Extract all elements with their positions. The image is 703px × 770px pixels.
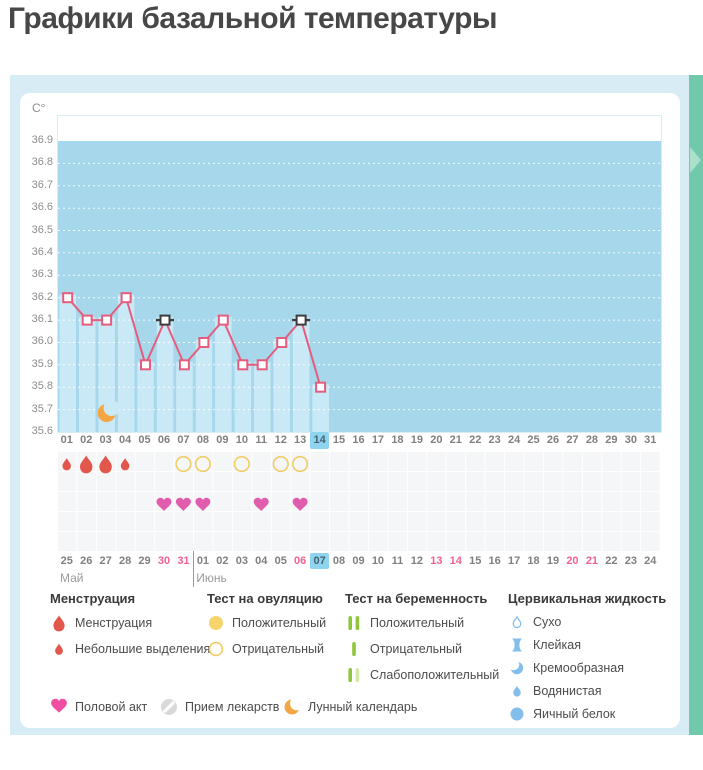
ovulation-negative-icon — [176, 457, 191, 472]
y-axis-tick: 36.3 — [31, 268, 53, 281]
legend-item — [283, 697, 417, 717]
menstruation-heavy-icon — [99, 456, 111, 474]
calendar-date[interactable]: 25 — [60, 555, 73, 567]
sticky-icon — [508, 636, 526, 654]
calendar-date[interactable]: 03 — [235, 555, 248, 567]
cycle-day-label[interactable]: 12 — [274, 434, 287, 446]
legend-header: Цервикальная жидкость — [508, 591, 667, 606]
drop-small-icon — [50, 640, 68, 658]
y-axis-tick: 36.8 — [31, 156, 53, 169]
legend-item — [345, 662, 499, 688]
cycle-day-label[interactable]: 16 — [352, 434, 365, 446]
calendar-date[interactable]: 05 — [274, 555, 287, 567]
legend-item-label: Половой акт — [75, 700, 148, 714]
calendar-date[interactable]: 30 — [157, 555, 171, 567]
intercourse-heart-icon — [293, 498, 308, 511]
cycle-day-label[interactable]: 10 — [235, 434, 248, 446]
calendar-date[interactable]: 08 — [332, 555, 346, 567]
cycle-day-label[interactable]: 20 — [430, 434, 443, 446]
legend-header: Тест на овуляцию — [207, 591, 323, 606]
legend-item-label: Кремообразная — [533, 660, 624, 675]
cycle-day-label[interactable]: 07 — [177, 434, 190, 446]
cycle-day-label[interactable]: 15 — [332, 434, 346, 446]
legend-item — [50, 697, 147, 717]
temp-marker[interactable] — [161, 316, 170, 325]
legend-header: Тест на беременность — [345, 591, 488, 606]
calendar-date[interactable]: 11 — [391, 555, 404, 567]
month-label: Май — [60, 571, 84, 585]
calendar-date[interactable]: 14 — [449, 555, 462, 567]
legend-item-label: Положительный — [370, 616, 465, 630]
ovulation-negative-icon — [273, 457, 288, 472]
calendar-date[interactable]: 07 — [310, 553, 330, 569]
symptom-icons — [57, 451, 660, 551]
calendar-date[interactable]: 24 — [644, 555, 657, 567]
cycle-day-label[interactable]: 22 — [469, 434, 482, 446]
legend-item-label: Клейкая — [533, 637, 581, 652]
cycle-day-label[interactable]: 18 — [391, 434, 404, 446]
cycle-day-label[interactable]: 28 — [585, 434, 599, 446]
cycle-day-label[interactable]: 27 — [566, 434, 579, 446]
cycle-day-label[interactable]: 04 — [119, 434, 132, 446]
calendar-date[interactable]: 29 — [138, 555, 151, 567]
temp-marker[interactable] — [199, 338, 208, 347]
page-title: Графики базальной температуры — [8, 2, 498, 35]
legend-item — [207, 636, 326, 662]
cycle-day-label[interactable]: 29 — [605, 434, 618, 446]
temp-marker[interactable] — [141, 360, 150, 369]
calendar-date[interactable]: 31 — [177, 555, 190, 567]
cycle-day-label[interactable]: 09 — [216, 434, 229, 446]
calendar-date[interactable]: 19 — [546, 555, 560, 567]
temp-marker[interactable] — [102, 316, 111, 325]
temp-marker[interactable] — [277, 338, 286, 347]
intercourse-heart-icon — [195, 498, 210, 511]
circle-filled-icon — [207, 614, 225, 632]
legend-item-label: Сухо — [533, 614, 562, 629]
calendar-date[interactable]: 20 — [566, 555, 579, 567]
cycle-day-label[interactable]: 11 — [255, 434, 268, 446]
cycle-day-label[interactable]: 31 — [644, 434, 657, 446]
y-axis-tick: 36.7 — [31, 178, 53, 191]
legend-item — [508, 610, 666, 633]
legend-item — [50, 610, 210, 636]
cycle-day-label[interactable]: 25 — [527, 434, 540, 446]
symptom-grid[interactable] — [57, 451, 660, 551]
cycle-day-label[interactable]: 23 — [488, 434, 501, 446]
drop-large-icon — [50, 614, 68, 632]
cycle-day-label[interactable]: 26 — [546, 434, 560, 446]
y-axis-tick: 36.9 — [31, 134, 53, 146]
intercourse-heart-icon — [157, 498, 172, 511]
legend-item — [345, 610, 499, 636]
y-axis-tick: 36.4 — [31, 245, 53, 258]
y-axis-tick: 35.6 — [31, 425, 53, 437]
calendar-date[interactable]: 18 — [527, 555, 540, 567]
month-label: Июнь — [196, 571, 227, 585]
bars-weak-icon — [345, 666, 363, 684]
y-axis-tick: 36.6 — [31, 201, 53, 214]
chevron-right-icon — [690, 147, 701, 173]
calendar-date[interactable]: 22 — [605, 555, 618, 567]
calendar-date[interactable]: 27 — [99, 555, 112, 567]
cycle-day-label[interactable]: 30 — [624, 434, 637, 446]
panel-next-strip[interactable] — [689, 75, 703, 735]
cycle-day-label[interactable]: 01 — [60, 434, 73, 446]
temp-marker[interactable] — [219, 316, 228, 325]
calendar-date[interactable]: 16 — [488, 555, 501, 567]
calendar-date[interactable]: 06 — [294, 555, 307, 567]
calendar-date-row — [57, 553, 660, 587]
temp-marker[interactable] — [258, 360, 267, 369]
temperature-plot[interactable] — [57, 115, 662, 433]
cycle-day-label[interactable]: 19 — [410, 434, 423, 446]
legend-item-label: Отрицательный — [232, 642, 325, 656]
legend-item — [508, 633, 666, 656]
intercourse-heart-icon — [254, 498, 269, 511]
calendar-date[interactable]: 01 — [196, 555, 210, 567]
cycle-day-label[interactable]: 03 — [99, 434, 112, 446]
cycle-day-label[interactable]: 02 — [80, 434, 93, 446]
legend-column — [345, 590, 499, 688]
calendar-date[interactable]: 10 — [371, 555, 385, 567]
menstruation-heavy-icon — [80, 456, 92, 474]
legend-item — [508, 656, 666, 679]
legend-item-label: Менструация — [75, 616, 153, 630]
cycle-day-label[interactable]: 13 — [294, 434, 307, 446]
unit-label: C° — [32, 101, 46, 115]
calendar-date[interactable]: 21 — [585, 555, 599, 567]
legend-column — [207, 590, 326, 662]
legend-column — [50, 590, 210, 662]
menstruation-light-icon — [62, 458, 70, 470]
bars-two-icon — [345, 614, 363, 632]
temp-marker[interactable] — [180, 360, 189, 369]
temp-marker[interactable] — [122, 293, 131, 302]
legend-item-label: Яичный белок — [533, 706, 616, 721]
calendar-date[interactable]: 09 — [352, 555, 365, 567]
legend-item-label: Прием лекарств — [185, 700, 280, 714]
legend-item — [508, 679, 666, 702]
legend-item — [345, 636, 499, 662]
pill-icon — [160, 698, 178, 716]
intercourse-heart-icon — [176, 498, 191, 511]
bar-one-icon — [345, 640, 363, 658]
ovulation-negative-icon — [196, 457, 211, 472]
month-divider — [193, 551, 194, 587]
temp-marker[interactable] — [238, 360, 247, 369]
watery-drop-icon — [508, 682, 526, 700]
calendar-date[interactable]: 12 — [410, 555, 423, 567]
calendar-date[interactable]: 23 — [624, 555, 637, 567]
calendar-date[interactable]: 04 — [255, 555, 268, 567]
legend-item-label: Положительный — [232, 616, 327, 630]
temp-marker[interactable] — [63, 293, 72, 302]
y-axis-tick: 35.7 — [31, 402, 53, 415]
legend-item-label: Отрицательный — [370, 642, 463, 656]
calendar-date[interactable]: 26 — [80, 555, 93, 567]
drop-outline-icon — [508, 613, 526, 631]
egg-white-icon — [508, 705, 526, 723]
chart-card — [20, 93, 680, 728]
cycle-day-label[interactable]: 06 — [157, 434, 171, 446]
menstruation-light-icon — [121, 458, 129, 470]
heart-icon — [50, 698, 68, 716]
legend-item — [207, 610, 326, 636]
cycle-day-label[interactable]: 24 — [508, 434, 521, 446]
calendar-date[interactable]: 17 — [508, 555, 521, 567]
calendar-date[interactable]: 02 — [216, 555, 229, 567]
y-axis-tick: 36.5 — [31, 223, 53, 236]
chart-panel — [10, 75, 703, 735]
cycle-day-label[interactable]: 17 — [371, 434, 385, 446]
calendar-date[interactable]: 15 — [469, 555, 482, 567]
y-axis-tick: 36.2 — [31, 290, 53, 303]
legend-item-label: Водянистая — [533, 683, 602, 698]
ovulation-negative-icon — [235, 457, 250, 472]
legend-item — [50, 636, 210, 662]
cycle-day-label[interactable]: 05 — [138, 434, 151, 446]
calendar-date[interactable]: 13 — [430, 555, 443, 567]
temp-marker[interactable] — [316, 383, 325, 392]
creamy-icon — [508, 659, 526, 677]
cycle-day-label[interactable]: 08 — [196, 434, 210, 446]
moon-icon — [283, 698, 301, 716]
legend-column — [508, 590, 666, 725]
circle-outline-icon — [207, 640, 225, 658]
y-axis-tick: 35.8 — [31, 380, 53, 393]
temp-marker[interactable] — [83, 316, 92, 325]
ovulation-negative-icon — [293, 457, 308, 472]
legend-item — [160, 697, 279, 717]
legend-item-label: Небольшие выделения — [75, 642, 211, 656]
calendar-date[interactable]: 28 — [119, 555, 132, 567]
legend-item-label: Лунный календарь — [308, 700, 418, 714]
legend-item-label: Слабоположительный — [370, 668, 500, 682]
y-axis-tick: 35.9 — [31, 357, 53, 370]
y-axis-tick: 36.1 — [31, 313, 53, 326]
cycle-day-label[interactable]: 21 — [449, 434, 462, 446]
cycle-day-label[interactable]: 14 — [310, 432, 330, 449]
legend-item — [508, 702, 666, 725]
legend-header: Менструация — [50, 591, 136, 606]
temp-marker[interactable] — [297, 316, 306, 325]
y-axis-tick: 36.0 — [31, 335, 53, 348]
